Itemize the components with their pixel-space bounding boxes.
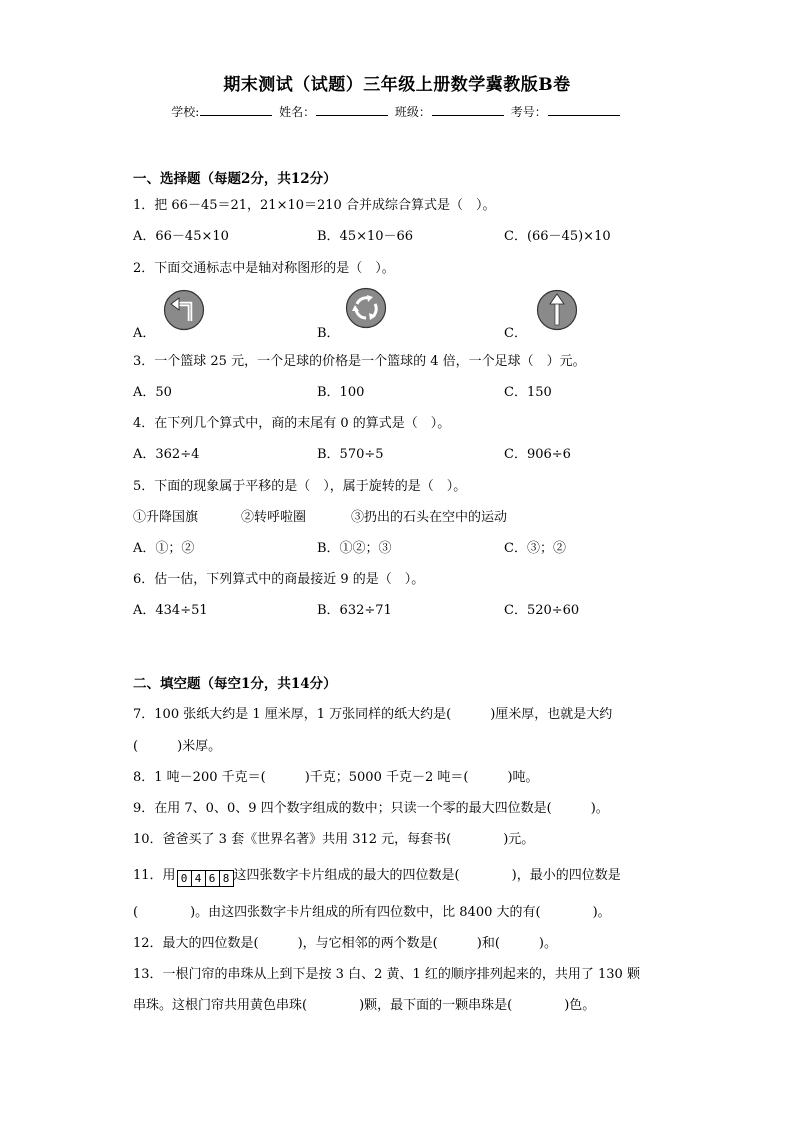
- q9: 9．在用 7、0、0、9 四个数字组成的数中；只读一个零的最大四位数是( )。: [133, 801, 609, 816]
- digit-cards: [177, 870, 233, 887]
- student-info-line: [0, 103, 794, 120]
- section2-heading: 二、填空题（每空1分，共14分）: [133, 676, 337, 692]
- q5-option-a[interactable]: A．①；②: [133, 541, 195, 556]
- roundabout-sign-icon[interactable]: [345, 287, 387, 329]
- q11-prefix: 11．用: [133, 868, 176, 883]
- q6-stem: 6．估一估，下列算式中的商最接近 9 的是（ ）。: [133, 572, 425, 587]
- q4-stem: 4．在下列几个算式中，商的末尾有 0 的算式是（ ）。: [133, 416, 451, 431]
- digit-card: 4: [191, 870, 206, 887]
- q11-line1: [133, 864, 621, 887]
- q2-option-c[interactable]: C．: [504, 326, 527, 341]
- q6-option-b[interactable]: B．632÷71: [317, 603, 392, 618]
- q6-option-a[interactable]: A．434÷51: [133, 603, 208, 618]
- exam-no-label: 考号：: [510, 105, 547, 119]
- q13-line2: 串珠。这根门帘共用黄色串珠( )颗，最下面的一颗串珠是( )色。: [133, 998, 596, 1013]
- name-label: 姓名：: [279, 105, 316, 119]
- digit-card: 0: [177, 870, 192, 887]
- q4-option-b[interactable]: B．570÷5: [317, 447, 384, 462]
- q5-item-2: ②转呼啦圈: [241, 510, 307, 525]
- q2-stem: 2．下面交通标志中是轴对称图形的是（ ）。: [133, 261, 395, 276]
- q2-option-a[interactable]: A．: [133, 326, 156, 341]
- name-blank[interactable]: [316, 103, 388, 116]
- turn-left-sign-icon[interactable]: [163, 289, 205, 331]
- q1-option-b[interactable]: B．45×10－66: [317, 229, 414, 244]
- q5-option-c[interactable]: C．③；②: [504, 541, 566, 556]
- q3-option-c[interactable]: C．150: [504, 385, 552, 400]
- exam-no-blank[interactable]: [548, 103, 620, 116]
- q5-item-1: ①升降国旗: [133, 510, 199, 525]
- q13-line1: 13．一根门帘的串珠从上到下是按 3 白、2 黄、1 红的顺序排列起来的，共用了 130 颗: [133, 967, 640, 982]
- q10: 10．爸爸买了 3 套《世界名著》共用 312 元，每套书( )元。: [133, 832, 535, 847]
- section1-heading: 一、选择题（每题2分，共12分）: [133, 171, 337, 187]
- q1-option-c[interactable]: C．(66－45)×10: [504, 229, 611, 244]
- q8: 8．1 吨－200 千克＝( )千克；5000 千克－2 吨＝( )吨。: [133, 770, 539, 785]
- q4-option-a[interactable]: A．362÷4: [133, 447, 200, 462]
- q3-stem: 3．一个篮球 25 元，一个足球的价格是一个篮球的 4 倍，一个足球（ ）元。: [133, 354, 586, 369]
- q5-item-3: ③扔出的石头在空中的运动: [351, 510, 508, 525]
- q1-stem: 1．把 66－45＝21，21×10＝210 合并成综合算式是（ ）。: [133, 198, 496, 213]
- q12: 12．最大的四位数是( )，与它相邻的两个数是( )和( )。: [133, 936, 557, 951]
- school-blank[interactable]: [200, 103, 272, 116]
- q6-option-c[interactable]: C．520÷60: [504, 603, 580, 618]
- q7-line2: ( )米厚。: [133, 739, 222, 754]
- school-label: 学校:: [171, 105, 200, 119]
- q5-option-b[interactable]: B．①②；③: [317, 541, 392, 556]
- q7-line1: 7．100 张纸大约是 1 厘米厚，1 万张同样的纸大约是( )厘米厚，也就是大约: [133, 707, 613, 722]
- q5-stem: 5．下面的现象属于平移的是（ ），属于旋转的是（ ）。: [133, 479, 467, 494]
- q11-suffix: 这四张数字卡片组成的最大的四位数是( )，最小的四位数是: [233, 868, 621, 883]
- q3-option-b[interactable]: B．100: [317, 385, 365, 400]
- digit-card: 6: [205, 870, 220, 887]
- digit-card: 8: [219, 870, 234, 887]
- q1-option-a[interactable]: A．66－45×10: [133, 229, 229, 244]
- q11-line2: ( )。由这四张数字卡片组成的所有四位数中，比 8400 大的有( )。: [133, 905, 611, 920]
- page-title: 期末测试（试题）三年级上册数学冀教版B卷: [223, 75, 571, 95]
- q4-option-c[interactable]: C．906÷6: [504, 447, 571, 462]
- class-label: 班级：: [394, 105, 431, 119]
- q3-option-a[interactable]: A．50: [133, 385, 172, 400]
- straight-ahead-sign-icon[interactable]: [536, 289, 578, 331]
- q2-option-b[interactable]: B．: [317, 326, 340, 341]
- class-blank[interactable]: [432, 103, 504, 116]
